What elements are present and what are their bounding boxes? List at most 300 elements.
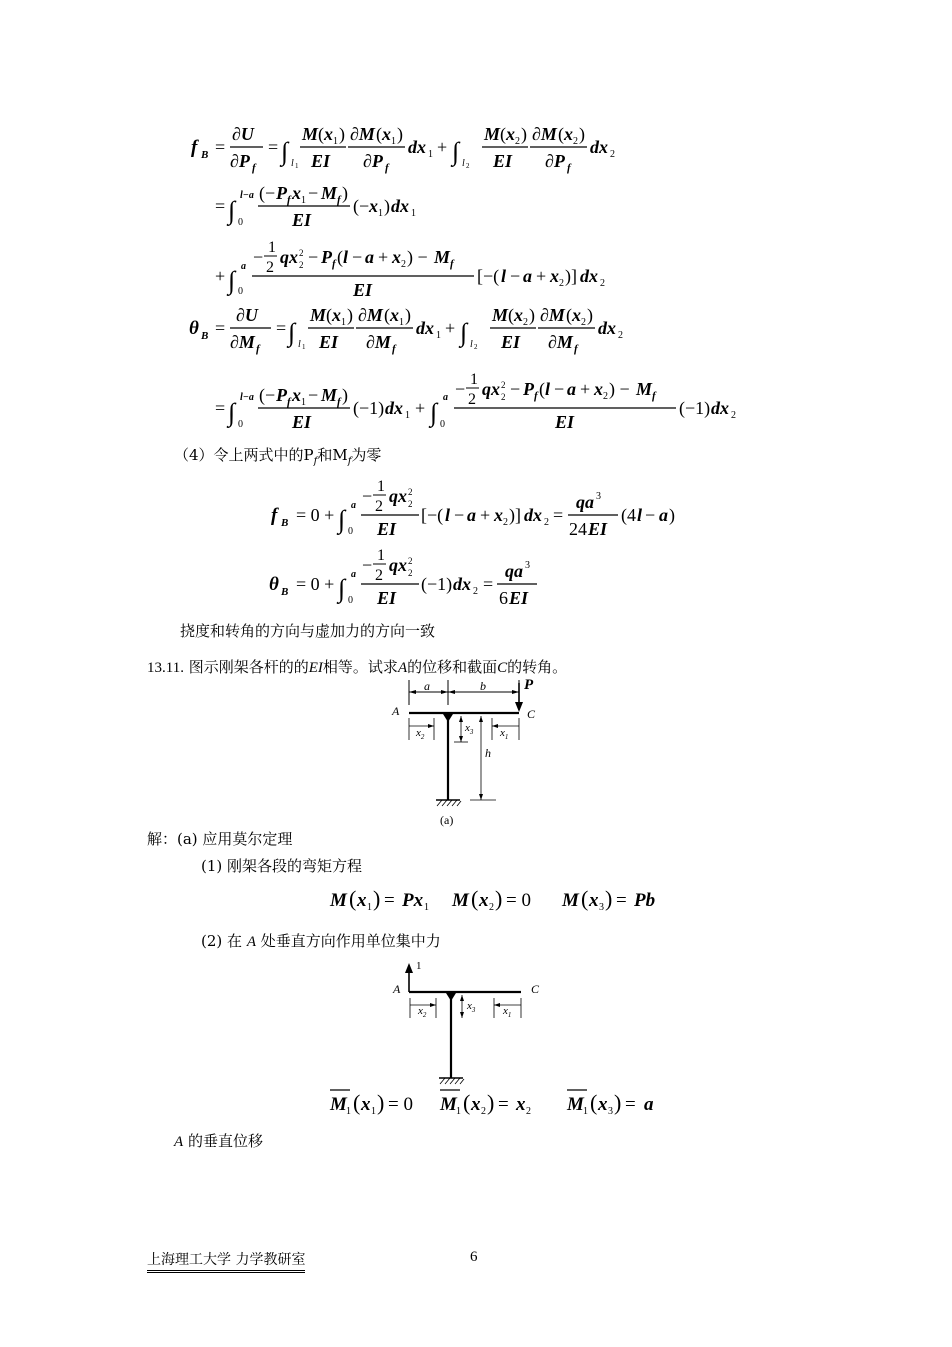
svg-text:2: 2 xyxy=(408,499,413,509)
svg-text:=: = xyxy=(268,137,279,157)
svg-text:=: = xyxy=(616,890,627,911)
problem-number: 13.11. xyxy=(147,660,184,676)
svg-text:x: x xyxy=(390,305,399,325)
svg-text:1: 1 xyxy=(436,330,441,341)
svg-text:l: l xyxy=(462,158,465,169)
svg-text:2: 2 xyxy=(526,1106,531,1117)
svg-text:a: a xyxy=(443,392,448,403)
svg-text:l: l xyxy=(445,505,451,525)
svg-text:M: M xyxy=(330,890,347,911)
svg-text:2: 2 xyxy=(375,567,383,584)
fig-a-x2: x xyxy=(416,727,421,739)
svg-text:0: 0 xyxy=(238,217,243,228)
svg-text:2: 2 xyxy=(408,568,413,578)
svg-text:−: − xyxy=(362,555,373,575)
svg-text:∂M: ∂M xyxy=(532,124,557,144)
svg-text:2: 2 xyxy=(299,248,304,258)
svg-text:B: B xyxy=(281,586,289,598)
svg-text:l: l xyxy=(637,505,643,525)
problem-text-1: 图示刚架各杆的的 xyxy=(188,658,309,676)
svg-text:dx: dx xyxy=(598,318,616,338)
svg-text:2: 2 xyxy=(600,278,605,289)
svg-text:M: M xyxy=(492,305,509,325)
svg-text:M: M xyxy=(302,124,319,144)
solution-step2 xyxy=(201,930,441,951)
svg-text:∫: ∫ xyxy=(228,196,236,225)
svg-text:x: x xyxy=(550,266,559,286)
fig-a-label-x2: $x_2$ xyxy=(416,727,425,742)
svg-text:3: 3 xyxy=(525,560,530,571)
svg-text:x: x xyxy=(369,196,378,216)
svg-text:l−a: l−a xyxy=(240,392,254,403)
svg-text:f: f xyxy=(252,162,256,174)
fig-unit-x3: x xyxy=(467,1000,472,1012)
step2-after: 处垂直方向作用单位集中力 xyxy=(260,932,441,950)
svg-text:x: x xyxy=(564,124,573,144)
fig-unit-label-x2: $x_2$ xyxy=(418,1005,427,1020)
equation-thetaB-result xyxy=(269,547,537,608)
svg-text:1: 1 xyxy=(405,410,410,421)
svg-text:qx: qx xyxy=(280,247,298,267)
svg-text:∫: ∫ xyxy=(430,398,438,427)
svg-text:2: 2 xyxy=(466,162,470,170)
svg-text:a: a xyxy=(241,261,246,272)
svg-text:2: 2 xyxy=(503,517,508,528)
equation-unit-moments xyxy=(329,1090,654,1117)
svg-text:EI: EI xyxy=(555,412,575,432)
svg-text:x: x xyxy=(494,505,503,525)
svg-text:1: 1 xyxy=(302,343,306,351)
svg-text:1: 1 xyxy=(268,239,276,256)
svg-text:Pb: Pb xyxy=(634,890,656,911)
svg-text:∂M: ∂M xyxy=(540,305,565,325)
svg-text:1: 1 xyxy=(301,397,306,408)
equation-fB-line2 xyxy=(215,183,416,230)
svg-text:2: 2 xyxy=(266,259,274,276)
svg-text:∫: ∫ xyxy=(460,318,468,347)
svg-text:[−(: [−( xyxy=(421,505,444,525)
svg-text:l: l xyxy=(343,247,349,267)
svg-text:): ) xyxy=(397,124,403,144)
problem-text-2: 相等。试求 xyxy=(322,658,398,676)
svg-text:): ) xyxy=(373,886,381,911)
svg-text:a: a xyxy=(351,569,356,580)
svg-text:dx: dx xyxy=(580,266,598,286)
svg-text:2: 2 xyxy=(618,330,623,341)
svg-text:1: 1 xyxy=(411,208,416,219)
problem-text-4: 的转角。 xyxy=(507,658,568,676)
svg-text:1: 1 xyxy=(583,1106,588,1117)
svg-text:x: x xyxy=(506,124,515,144)
svg-text:x: x xyxy=(292,183,301,203)
svg-text:∫: ∫ xyxy=(338,505,346,534)
svg-text:dx: dx xyxy=(453,574,471,594)
svg-text:x: x xyxy=(572,305,581,325)
svg-text:M: M xyxy=(330,1094,347,1115)
svg-text:−: − xyxy=(554,379,565,399)
svg-text:): ) xyxy=(347,305,353,325)
svg-text:= 0 +: = 0 + xyxy=(296,574,335,594)
svg-text:l: l xyxy=(298,339,301,350)
svg-text:B: B xyxy=(201,330,209,342)
fig-a-label-h: h xyxy=(485,746,491,760)
svg-text:+: + xyxy=(415,398,426,418)
step2-before: (2) 在 xyxy=(201,932,243,950)
svg-text:(: ( xyxy=(471,886,479,911)
svg-text:(: ( xyxy=(566,305,572,325)
svg-text:2: 2 xyxy=(473,586,478,597)
svg-text:0: 0 xyxy=(238,419,243,430)
step4-sub1: f xyxy=(313,456,318,467)
svg-text:2: 2 xyxy=(515,136,520,147)
svg-text:M: M xyxy=(484,124,501,144)
svg-text:M: M xyxy=(310,305,327,325)
svg-text:2: 2 xyxy=(731,410,736,421)
svg-text:M: M xyxy=(434,247,451,267)
svg-text:(: ( xyxy=(508,305,514,325)
svg-text:0: 0 xyxy=(238,286,243,297)
svg-text:1: 1 xyxy=(424,902,429,913)
fig-a-label-P: P xyxy=(524,677,534,693)
svg-text:f: f xyxy=(256,343,260,355)
svg-text:1: 1 xyxy=(301,195,306,206)
svg-text:l: l xyxy=(501,266,507,286)
svg-text:x: x xyxy=(324,124,333,144)
svg-text:) −: ) − xyxy=(609,379,630,399)
svg-text:+: + xyxy=(580,379,591,399)
svg-text:+: + xyxy=(480,505,491,525)
svg-text:(−: (− xyxy=(259,385,276,405)
svg-text:): ) xyxy=(614,1090,622,1115)
fig-unit-x2: x xyxy=(418,1005,423,1017)
svg-text:=: = xyxy=(215,196,226,216)
svg-text:(−1): (−1) xyxy=(353,398,385,418)
svg-text:x: x xyxy=(357,890,367,911)
svg-text:2: 2 xyxy=(401,259,406,270)
equation-thetaB-line2 xyxy=(215,371,736,432)
step4-sub2: f xyxy=(347,456,352,467)
svg-text:): ) xyxy=(605,886,613,911)
svg-text:): ) xyxy=(669,505,675,525)
svg-text:dx: dx xyxy=(590,137,608,157)
fig-a-x3: x xyxy=(465,722,470,734)
svg-text:θ: θ xyxy=(269,574,279,595)
svg-text:x: x xyxy=(332,305,341,325)
svg-text:(: ( xyxy=(539,379,545,399)
svg-text:x: x xyxy=(598,1094,608,1115)
svg-text:(: ( xyxy=(326,305,332,325)
svg-text:l: l xyxy=(291,158,294,169)
svg-text:∫: ∫ xyxy=(452,137,460,166)
svg-text:)]: )] xyxy=(565,266,577,286)
equation-moments xyxy=(329,886,655,913)
svg-text:2: 2 xyxy=(299,260,304,270)
svg-text:3: 3 xyxy=(596,491,601,502)
svg-text:EI: EI xyxy=(319,332,339,352)
svg-text:+: + xyxy=(215,266,226,286)
fig-a-label-x3: $x_3$ xyxy=(465,722,474,737)
svg-text:∫: ∫ xyxy=(228,398,236,427)
svg-text:2: 2 xyxy=(501,380,506,390)
svg-text:M: M xyxy=(321,385,338,405)
svg-text:x: x xyxy=(479,890,489,911)
svg-text:x: x xyxy=(382,124,391,144)
svg-text:EI: EI xyxy=(292,412,312,432)
svg-text:2: 2 xyxy=(559,278,564,289)
svg-text:2: 2 xyxy=(489,902,494,913)
fig-a-label-A: A xyxy=(392,704,400,718)
svg-text:∫: ∫ xyxy=(338,574,346,603)
svg-text:M: M xyxy=(321,183,338,203)
fig-a-x1: x xyxy=(500,727,505,739)
svg-text:2: 2 xyxy=(481,1106,486,1117)
svg-text:1: 1 xyxy=(391,136,396,147)
svg-text:x: x xyxy=(292,385,301,405)
svg-text:a: a xyxy=(659,505,668,525)
svg-text:f: f xyxy=(271,505,278,526)
svg-text:(: ( xyxy=(590,1090,598,1115)
svg-text:x: x xyxy=(392,247,401,267)
svg-text:24: 24 xyxy=(569,519,587,539)
svg-text:+: + xyxy=(437,137,448,157)
svg-text:M: M xyxy=(567,1094,584,1115)
svg-text:EI: EI xyxy=(588,519,608,539)
svg-text:−: − xyxy=(455,379,466,399)
svg-text:=: = xyxy=(215,318,226,338)
svg-text:f: f xyxy=(191,137,198,158)
svg-text:1: 1 xyxy=(371,1106,376,1117)
svg-text:f: f xyxy=(332,258,336,270)
solution-step1: (1) 刚架各段的弯矩方程 xyxy=(201,857,363,875)
svg-text:−: − xyxy=(362,486,373,506)
svg-text:θ: θ xyxy=(189,318,199,339)
svg-text:f: f xyxy=(337,396,341,408)
svg-text:1: 1 xyxy=(456,1106,461,1117)
svg-text:=: = xyxy=(553,505,564,525)
svg-text:B: B xyxy=(201,149,209,161)
fig-unit-label-x3: $x_3$ xyxy=(467,1000,476,1015)
svg-text:0: 0 xyxy=(440,419,445,430)
svg-text:(: ( xyxy=(581,886,589,911)
svg-text:(: ( xyxy=(337,247,343,267)
svg-text:1: 1 xyxy=(377,478,385,495)
svg-text:∂U: ∂U xyxy=(236,305,258,325)
svg-text:∂U: ∂U xyxy=(232,124,254,144)
svg-text:∫: ∫ xyxy=(228,266,236,295)
svg-text:2: 2 xyxy=(603,391,608,402)
svg-text:−: − xyxy=(510,266,521,286)
svg-text:l: l xyxy=(545,379,551,399)
svg-text:2: 2 xyxy=(573,136,578,147)
svg-text:1: 1 xyxy=(399,317,404,328)
svg-text:2: 2 xyxy=(468,391,476,408)
svg-text:B: B xyxy=(281,517,289,529)
svg-text:x: x xyxy=(589,890,599,911)
svg-text:): ) xyxy=(529,305,535,325)
equation-fB-definition xyxy=(191,124,615,174)
svg-text:3: 3 xyxy=(608,1106,613,1117)
frame-figure-a xyxy=(409,680,523,806)
svg-text:−: − xyxy=(352,247,363,267)
svg-text:M: M xyxy=(440,1094,457,1115)
svg-text:(: ( xyxy=(500,124,506,144)
svg-text:): ) xyxy=(487,1090,495,1115)
svg-text:f: f xyxy=(287,194,291,206)
svg-text:1: 1 xyxy=(333,136,338,147)
fig-unit-label-A: A xyxy=(393,982,401,996)
frame-figure-unit-load xyxy=(405,963,521,1084)
svg-text:l: l xyxy=(470,339,473,350)
svg-text:(−: (− xyxy=(259,183,276,203)
fig-a-label-b: b xyxy=(480,679,486,693)
svg-text:∂M: ∂M xyxy=(548,332,573,352)
svg-text:1: 1 xyxy=(428,149,433,160)
svg-text:M: M xyxy=(636,379,653,399)
svg-text:0: 0 xyxy=(348,526,353,537)
svg-text:∂P: ∂P xyxy=(230,151,250,171)
svg-text:= 0: = 0 xyxy=(388,1094,413,1115)
step4-text: （4）令上两式中的P xyxy=(174,446,314,464)
svg-text:−: − xyxy=(645,505,656,525)
svg-text:x: x xyxy=(514,305,523,325)
svg-text:1: 1 xyxy=(378,208,383,219)
svg-text:(: ( xyxy=(353,1090,361,1115)
svg-text:∂P: ∂P xyxy=(545,151,565,171)
problem-statement xyxy=(147,656,567,677)
svg-text:EI: EI xyxy=(353,280,373,300)
svg-text:a: a xyxy=(467,505,476,525)
problem-a: A xyxy=(397,660,408,676)
svg-text:−: − xyxy=(253,247,264,267)
svg-text:f: f xyxy=(574,343,578,355)
svg-text:x: x xyxy=(594,379,603,399)
svg-text:dx: dx xyxy=(408,137,426,157)
svg-text:1: 1 xyxy=(341,317,346,328)
svg-text:a: a xyxy=(351,500,356,511)
svg-text:6: 6 xyxy=(499,588,508,608)
step4-mid: 和M xyxy=(317,446,348,464)
svg-text:(: ( xyxy=(558,124,564,144)
solution-intro: 解：(a) 应用莫尔定理 xyxy=(147,830,293,848)
svg-text:[−(: [−( xyxy=(477,266,500,286)
svg-text:qa: qa xyxy=(505,561,523,581)
svg-text:dx: dx xyxy=(416,318,434,338)
svg-text:+: + xyxy=(378,247,389,267)
svg-text:EI: EI xyxy=(501,332,521,352)
svg-text:=: = xyxy=(276,318,287,338)
svg-text:2: 2 xyxy=(610,149,615,160)
svg-text:): ) xyxy=(377,1090,385,1115)
svg-text:EI: EI xyxy=(377,519,397,539)
problem-ei: EI xyxy=(308,660,323,676)
svg-text:P: P xyxy=(523,379,534,399)
svg-text:∂M: ∂M xyxy=(350,124,375,144)
svg-text:=: = xyxy=(498,1094,509,1115)
equation-thetaB-definition xyxy=(189,305,623,355)
equation-fB-line3 xyxy=(215,239,605,300)
page-number: 6 xyxy=(470,1249,478,1265)
svg-text:= 0: = 0 xyxy=(506,890,531,911)
svg-text:=: = xyxy=(384,890,395,911)
svg-text:(: ( xyxy=(463,1090,471,1115)
svg-text:+: + xyxy=(445,318,456,338)
svg-text:1: 1 xyxy=(470,371,478,388)
equation-fB-result xyxy=(271,478,675,539)
svg-text:EI: EI xyxy=(377,588,397,608)
svg-text:f: f xyxy=(287,396,291,408)
svg-text:2: 2 xyxy=(474,343,478,351)
direction-note: 挠度和转角的方向与虚加力的方向一致 xyxy=(180,622,436,640)
svg-text:EI: EI xyxy=(292,210,312,230)
svg-text:∂M: ∂M xyxy=(358,305,383,325)
svg-text:x: x xyxy=(361,1094,371,1115)
svg-text:f: f xyxy=(392,343,396,355)
svg-text:(: ( xyxy=(376,124,382,144)
fig-a-caption: (a) xyxy=(440,813,454,827)
svg-text:): ) xyxy=(384,196,390,216)
svg-text:M: M xyxy=(562,890,579,911)
svg-text:2: 2 xyxy=(544,517,549,528)
svg-text:3: 3 xyxy=(599,902,604,913)
svg-text:1: 1 xyxy=(367,902,372,913)
svg-text:∫: ∫ xyxy=(288,318,296,347)
problem-text-3: 的位移和截面 xyxy=(407,658,498,676)
svg-text:a: a xyxy=(365,247,374,267)
fig-unit-label-C: C xyxy=(531,982,540,996)
svg-text:M: M xyxy=(452,890,469,911)
svg-text:dx: dx xyxy=(711,398,729,418)
svg-text:1: 1 xyxy=(295,162,299,170)
svg-text:2: 2 xyxy=(375,498,383,515)
svg-text:qx: qx xyxy=(389,486,407,506)
svg-text:∂M: ∂M xyxy=(230,332,255,352)
svg-text:qa: qa xyxy=(576,492,594,512)
svg-text:+: + xyxy=(536,266,547,286)
fig-unit-x1: x xyxy=(503,1005,508,1017)
svg-text:f: f xyxy=(450,258,454,270)
svg-text:2: 2 xyxy=(523,317,528,328)
vertical-displacement-heading xyxy=(174,1130,263,1151)
svg-text:−: − xyxy=(308,183,319,203)
svg-text:): ) xyxy=(339,124,345,144)
svg-text:= 0 +: = 0 + xyxy=(296,505,335,525)
svg-text:f: f xyxy=(567,162,571,174)
svg-text:): ) xyxy=(587,305,593,325)
svg-text:) −: ) − xyxy=(407,247,428,267)
svg-text:0: 0 xyxy=(348,595,353,606)
svg-text:P: P xyxy=(276,183,287,203)
svg-text:f: f xyxy=(385,162,389,174)
svg-text:P: P xyxy=(276,385,287,405)
svg-text:f: f xyxy=(652,390,656,402)
step2-a: A xyxy=(246,934,256,950)
svg-text:): ) xyxy=(342,183,348,203)
svg-text:qx: qx xyxy=(482,379,500,399)
svg-text:2: 2 xyxy=(501,392,506,402)
fig-unit-label-x1: $x_1$ xyxy=(503,1005,512,1020)
problem-c: C xyxy=(497,660,508,676)
svg-text:): ) xyxy=(579,124,585,144)
svg-text:−: − xyxy=(308,385,319,405)
svg-text:dx: dx xyxy=(385,398,403,418)
svg-text:)]: )] xyxy=(509,505,521,525)
svg-text:x: x xyxy=(516,1094,526,1115)
svg-text:2: 2 xyxy=(408,556,413,566)
svg-text:EI: EI xyxy=(509,588,529,608)
svg-text:l−a: l−a xyxy=(240,190,254,201)
svg-text:EI: EI xyxy=(311,151,331,171)
fig-unit-label-1: 1 xyxy=(416,960,422,972)
